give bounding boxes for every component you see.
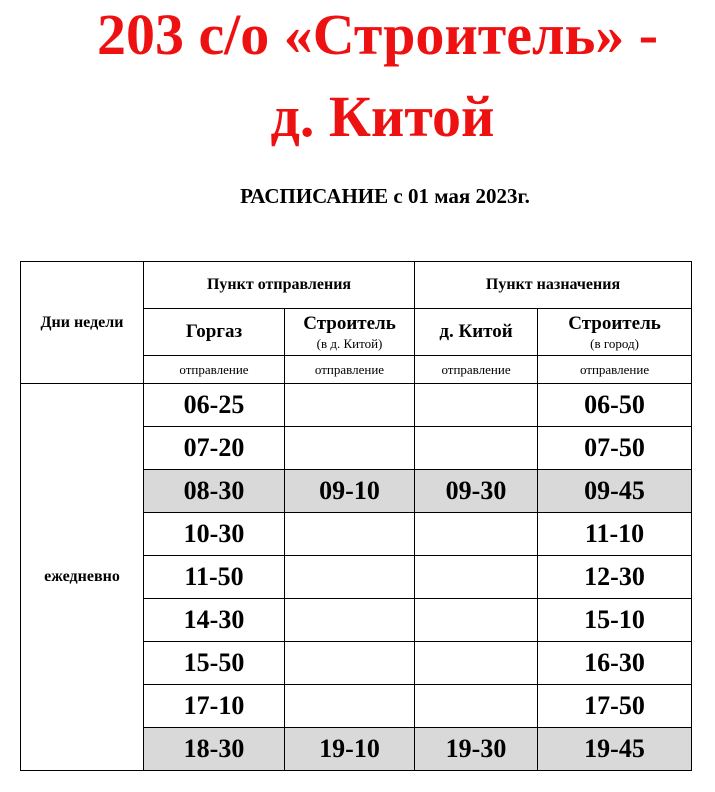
time-cell: [415, 642, 538, 685]
stop-name: Горгаз: [185, 321, 243, 342]
time-cell: 07-20: [144, 427, 285, 470]
time-cell: 17-50: [538, 685, 692, 728]
stop-header: [415, 309, 538, 356]
action-label: отправление: [415, 356, 538, 384]
route-title-line2: д. Китой: [270, 84, 495, 149]
time-cell: 11-50: [144, 556, 285, 599]
time-cell: 19-10: [285, 728, 415, 771]
time-cell: [415, 556, 538, 599]
time-cell: [415, 384, 538, 427]
stop-note: (в город): [590, 336, 639, 351]
time-cell: [285, 427, 415, 470]
route-title-line1: 203 с/о «Строитель» -: [96, 2, 659, 67]
time-cell: 09-45: [538, 470, 692, 513]
time-cell: [285, 599, 415, 642]
time-cell: 19-45: [538, 728, 692, 771]
stop-name: Строитель: [568, 313, 661, 334]
time-cell: [415, 599, 538, 642]
schedule-table: [20, 261, 692, 771]
stop-name: Строитель: [303, 313, 396, 334]
days-header: Дни недели: [21, 262, 144, 384]
time-cell: 19-30: [415, 728, 538, 771]
time-cell: [285, 513, 415, 556]
destination-group-header: Пункт назначения: [415, 262, 692, 309]
time-cell: 15-10: [538, 599, 692, 642]
time-cell: 06-50: [538, 384, 692, 427]
stop-header: [538, 309, 692, 356]
action-label: отправление: [285, 356, 415, 384]
time-cell: 14-30: [144, 599, 285, 642]
stop-note: (в д. Китой): [316, 336, 383, 351]
days-value: ежедневно: [21, 384, 144, 771]
time-cell: 17-10: [144, 685, 285, 728]
time-cell: [415, 427, 538, 470]
time-cell: 16-30: [538, 642, 692, 685]
time-cell: 08-30: [144, 470, 285, 513]
time-cell: 12-30: [538, 556, 692, 599]
action-label: отправление: [144, 356, 285, 384]
time-cell: [285, 384, 415, 427]
time-cell: [285, 642, 415, 685]
stop-name: д. Китой: [439, 321, 513, 342]
schedule-subtitle: РАСПИСАНИЕ с 01 мая 2023г.: [240, 184, 530, 208]
action-label: отправление: [538, 356, 692, 384]
time-cell: 09-30: [415, 470, 538, 513]
stop-header: [285, 309, 415, 356]
time-cell: 06-25: [144, 384, 285, 427]
departure-group-header: Пункт отправления: [144, 262, 415, 309]
time-cell: [285, 556, 415, 599]
time-cell: 09-10: [285, 470, 415, 513]
time-cell: [415, 513, 538, 556]
time-cell: 15-50: [144, 642, 285, 685]
time-cell: 10-30: [144, 513, 285, 556]
time-cell: [415, 685, 538, 728]
table-row: [21, 384, 692, 427]
stop-header: [144, 309, 285, 356]
time-cell: 18-30: [144, 728, 285, 771]
time-cell: [285, 685, 415, 728]
time-cell: 07-50: [538, 427, 692, 470]
time-cell: 11-10: [538, 513, 692, 556]
